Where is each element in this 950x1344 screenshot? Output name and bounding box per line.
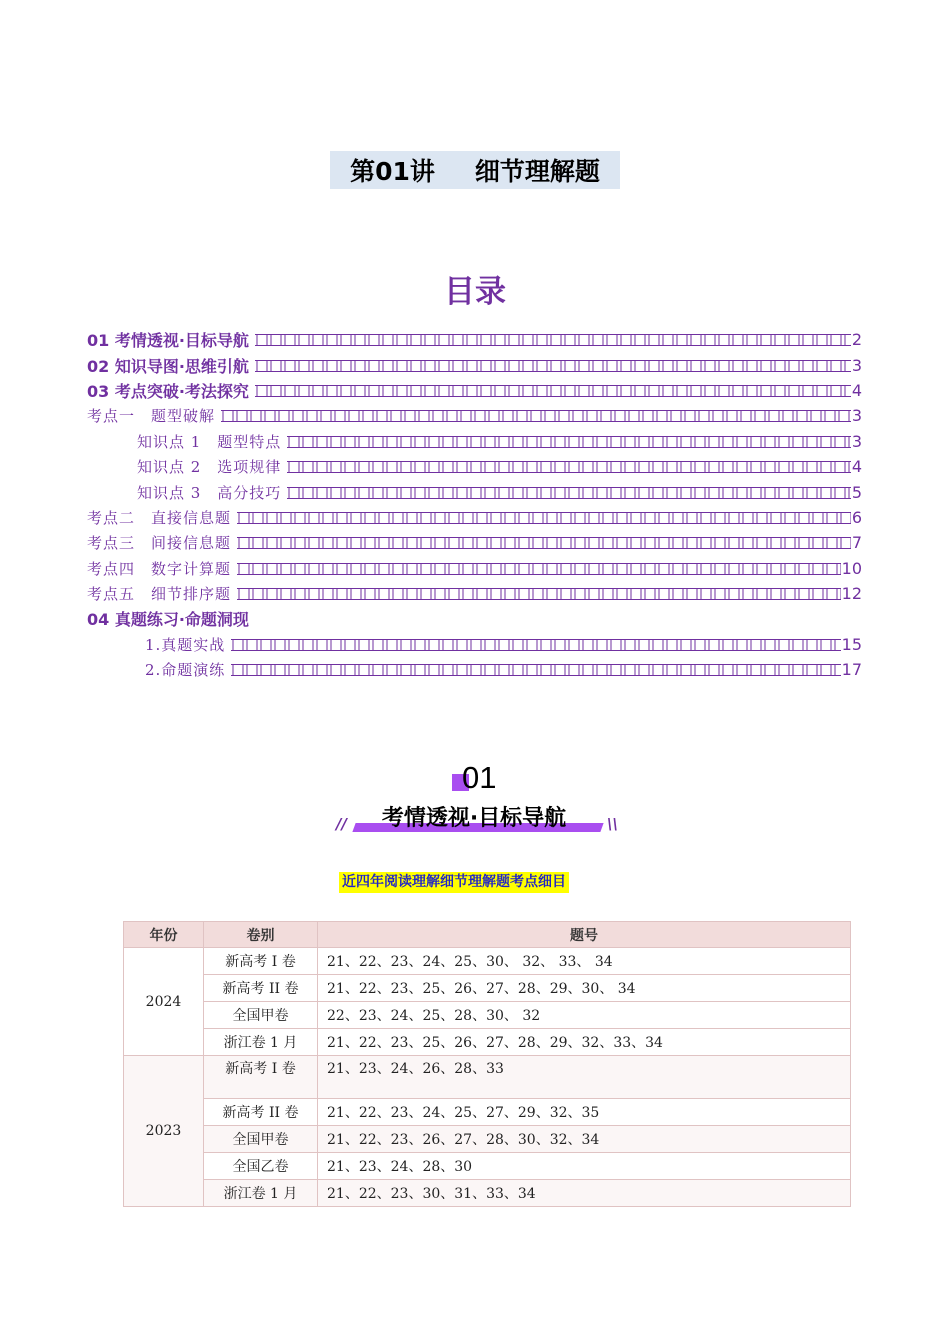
toc-entry-page: 3	[851, 431, 862, 451]
lecture-number: 第01讲	[350, 157, 435, 186]
paper-cell: 新高考 II 卷	[204, 975, 318, 1002]
toc-entry-label: 2.命题演练	[145, 661, 226, 680]
table-row	[124, 1099, 851, 1126]
section-title: 考情透视·目标导航	[381, 806, 567, 831]
table-row	[124, 1056, 851, 1099]
questions-cell: 21、22、23、25、26、27、28、29、30、 34	[318, 975, 851, 1002]
toc-entry-label: 考点三 间接信息题	[87, 534, 232, 553]
lecture-title	[330, 151, 620, 189]
toc-entry-label: 知识点 3 高分技巧	[137, 483, 282, 502]
toc-leader	[231, 639, 840, 651]
toc-entry-page: 3	[851, 355, 862, 375]
paper-cell: 全国乙卷	[204, 1153, 318, 1180]
toc-entry-page: 7	[851, 533, 862, 553]
toc-entry-label: 02 知识导图·思维引航	[87, 356, 249, 376]
toc-entry-label: 考点五 细节排序题	[87, 585, 232, 604]
toc-entry-label: 考点二 直接信息题	[87, 508, 232, 527]
toc-entry[interactable]	[87, 530, 862, 555]
table-row	[124, 975, 851, 1002]
toc-entry-page: 6	[851, 507, 862, 527]
toc-entry[interactable]	[87, 505, 862, 530]
paper-cell: 浙江卷 1 月	[204, 1180, 318, 1207]
toc-entry-page: 2	[851, 330, 862, 350]
header-paper: 卷别	[204, 922, 318, 948]
table-row	[124, 1029, 851, 1056]
toc-leader	[287, 487, 851, 499]
header-year: 年份	[124, 922, 204, 948]
table-caption: 近四年阅读理解细节理解题考点细目	[339, 872, 569, 893]
toc-entry[interactable]	[87, 378, 862, 403]
section-banner	[336, 801, 620, 837]
paper-cell: 新高考 I 卷	[204, 1056, 318, 1099]
table-of-contents	[87, 327, 862, 682]
toc-leader	[287, 461, 851, 473]
toc-entry[interactable]	[87, 657, 862, 682]
toc-entry[interactable]	[87, 327, 862, 352]
toc-leader	[237, 588, 841, 600]
toc-entry-page: 17	[841, 660, 862, 680]
toc-entry-page: 4	[851, 380, 862, 400]
paper-cell: 新高考 I 卷	[204, 948, 318, 975]
lecture-topic: 细节理解题	[474, 157, 600, 186]
toc-entry[interactable]	[87, 454, 862, 479]
toc-entry[interactable]	[87, 479, 862, 504]
toc-leader	[255, 385, 851, 397]
table-row	[124, 1153, 851, 1180]
toc-entry-label: 04 真题练习·命题洞现	[87, 610, 249, 630]
questions-cell: 22、23、24、25、28、30、 32	[318, 1002, 851, 1029]
questions-cell: 21、22、23、25、26、27、28、29、32、33、34	[318, 1029, 851, 1056]
questions-cell: 21、22、23、24、25、30、 32、 33、 34	[318, 948, 851, 975]
table-row	[124, 1002, 851, 1029]
toc-entry-page: 4	[851, 457, 862, 477]
exam-questions-table	[123, 921, 851, 1207]
toc-entry-label: 考点一 题型破解	[87, 407, 216, 426]
toc-entry[interactable]	[87, 606, 862, 631]
table-row	[124, 1180, 851, 1207]
toc-leader	[255, 334, 851, 346]
table-row	[124, 1126, 851, 1153]
toc-entry[interactable]	[87, 556, 862, 581]
header-questions: 题号	[318, 922, 851, 948]
toc-entry[interactable]	[87, 581, 862, 606]
toc-entry[interactable]	[87, 403, 862, 428]
toc-entry[interactable]	[87, 632, 862, 657]
table-row	[124, 948, 851, 975]
year-cell: 2024	[124, 948, 204, 1056]
toc-entry-label: 01 考情透视·目标导航	[87, 331, 249, 351]
slash-right-decoration: \\	[607, 815, 618, 833]
toc-leader	[231, 664, 840, 676]
paper-cell: 全国甲卷	[204, 1126, 318, 1153]
year-cell: 2023	[124, 1056, 204, 1207]
toc-entry[interactable]	[87, 352, 862, 377]
toc-entry-page: 15	[841, 634, 862, 654]
toc-entry[interactable]	[87, 429, 862, 454]
table-header-row	[124, 922, 851, 948]
questions-cell: 21、23、24、28、30	[318, 1153, 851, 1180]
toc-heading: 目录	[444, 274, 506, 310]
toc-entry-page: 10	[841, 558, 862, 578]
toc-entry-label: 知识点 2 选项规律	[137, 458, 282, 477]
toc-entry-label: 考点四 数字计算题	[87, 559, 232, 578]
toc-leader	[255, 360, 851, 372]
paper-cell: 浙江卷 1 月	[204, 1029, 318, 1056]
section-number: 01	[462, 760, 497, 795]
toc-leader	[221, 410, 851, 422]
toc-entry-page: 5	[851, 482, 862, 502]
toc-leader	[237, 537, 851, 549]
questions-cell: 21、22、23、30、31、33、34	[318, 1180, 851, 1207]
toc-entry-label: 知识点 1 题型特点	[137, 432, 282, 451]
toc-leader	[237, 512, 851, 524]
toc-entry-page: 3	[851, 406, 862, 426]
slash-left-decoration: //	[336, 815, 347, 833]
toc-leader	[287, 436, 851, 448]
questions-cell: 21、22、23、24、25、27、29、32、35	[318, 1099, 851, 1126]
section-number-badge	[452, 762, 512, 796]
paper-cell: 全国甲卷	[204, 1002, 318, 1029]
toc-entry-label: 03 考点突破·考法探究	[87, 381, 249, 401]
paper-cell: 新高考 II 卷	[204, 1099, 318, 1126]
toc-leader	[237, 563, 841, 575]
toc-entry-label: 1.真题实战	[145, 635, 226, 654]
toc-entry-page: 12	[841, 584, 862, 604]
questions-cell: 21、22、23、26、27、28、30、32、34	[318, 1126, 851, 1153]
questions-cell: 21、23、24、26、28、33	[318, 1056, 851, 1099]
